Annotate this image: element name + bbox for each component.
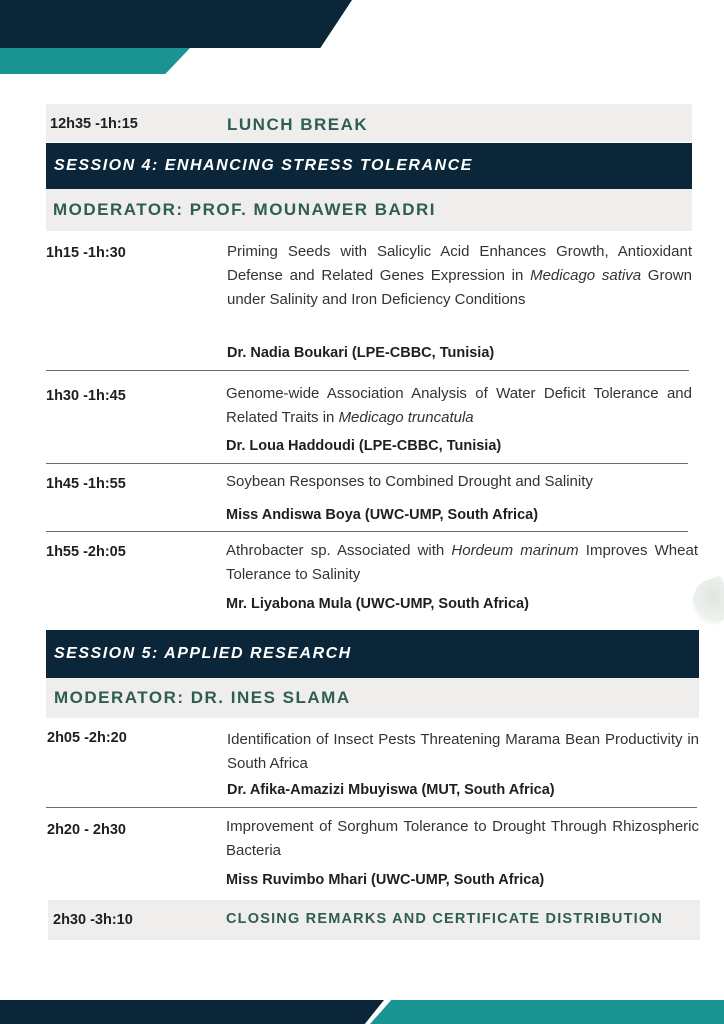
talk-title: Genome-wide Association Analysis of Water Deficit Tolerance and Related Traits in Medicago truncatula [226,385,692,426]
talk-speaker: Miss Ruvimbo Mhari (UWC-UMP, South Africa) [226,872,545,888]
talk-speaker: Dr. Loua Haddoudi (LPE-CBBC, Tunisia) [226,438,502,454]
divider [46,531,688,532]
talk-title: Identification of Insect Pests Threatening Marama Bean Productivity in South Africa [227,731,699,772]
talk-title: Athrobacter sp. Associated with Hordeum marinum Improves Wheat Tolerance to Salinity [226,542,698,583]
header-navy-band [0,0,352,48]
session5-title: SESSION 5: APPLIED RESEARCH [54,645,352,662]
session4-title: SESSION 4: ENHANCING STRESS TOLERANCE [54,157,473,174]
lunch-break-row [46,104,692,142]
talk-speaker: Mr. Liyabona Mula (UWC-UMP, South Africa) [226,596,529,612]
talk-time: 1h15 -1h:30 [46,245,126,261]
session5-moderator: MODERATOR: DR. INES SLAMA [54,688,351,707]
talk-speaker: Dr. Afika-Amazizi Mbuyiswa (MUT, South Africa) [227,782,555,798]
talk-time: 1h45 -1h:55 [46,476,126,492]
talk-time: 2h05 -2h:20 [47,730,127,746]
session4-moderator: MODERATOR: PROF. MOUNAWER BADRI [53,200,437,219]
talk-time: 2h20 - 2h30 [47,822,126,838]
talk-time: 1h30 -1h:45 [46,388,126,404]
lunch-label: LUNCH BREAK [227,115,369,134]
closing-label: CLOSING REMARKS AND CERTIFICATE DISTRIBUTION [226,911,664,927]
talk-title: Soybean Responses to Combined Drought and Salinity [226,473,593,490]
header-teal-band [0,48,190,74]
talk-title: Improvement of Sorghum Tolerance to Drought Through Rhizospheric Bacteria [226,818,699,859]
divider [46,463,688,464]
lunch-time: 12h35 -1h:15 [50,116,138,132]
talk-speaker: Dr. Nadia Boukari (LPE-CBBC, Tunisia) [227,345,495,361]
footer-teal-band [370,1000,724,1024]
talk-time: 1h55 -2h:05 [46,544,126,560]
divider [46,807,697,808]
footer-navy-band [0,1000,384,1024]
closing-time: 2h30 -3h:10 [53,912,133,928]
divider [46,370,689,371]
talk-speaker: Miss Andiswa Boya (UWC-UMP, South Africa) [226,507,539,523]
talk-title: Priming Seeds with Salicylic Acid Enhances Growth, Antioxidant Defense and Related Genes Expression in Medicago sativa Grown under Salinity and Iron Deficiency Conditions [227,243,692,308]
